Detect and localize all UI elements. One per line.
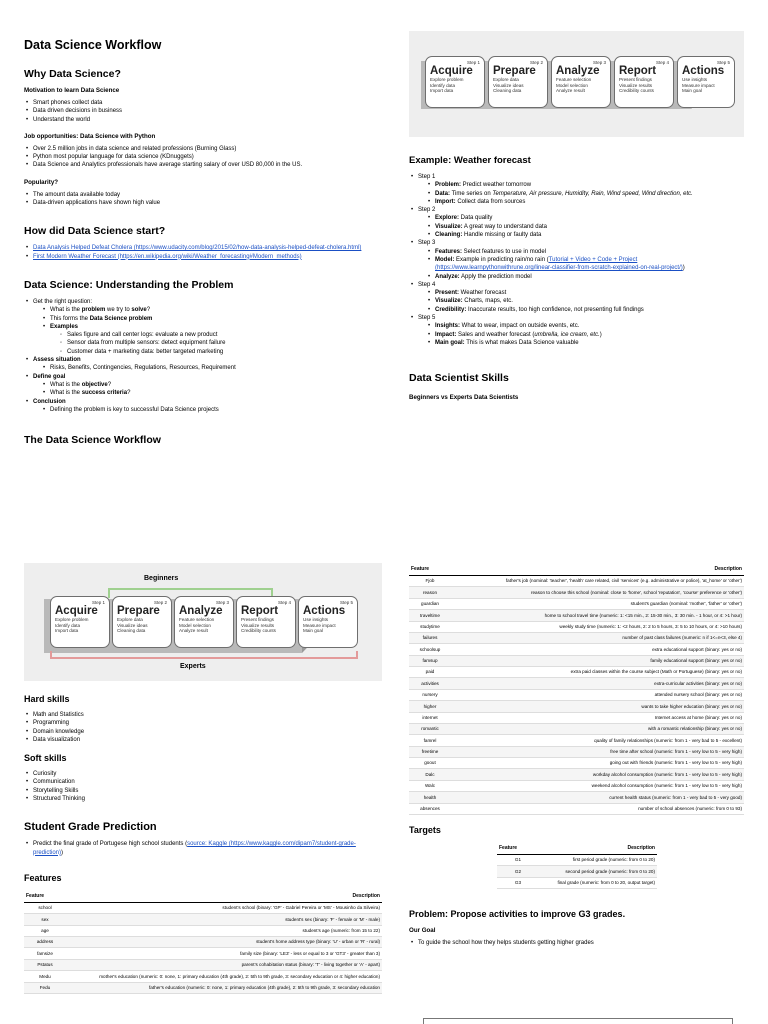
feature-cell: sex [24, 914, 66, 925]
list-item: • Assess situation • Risks, Benefits, Contingencies, Regulations, Resources, Requirement [24, 356, 382, 373]
table-row [24, 948, 382, 959]
feature-cell: address [24, 937, 66, 948]
table-row [24, 937, 382, 948]
feature-cell: famrel [409, 735, 451, 746]
table-row [24, 902, 382, 913]
table-row [24, 982, 382, 993]
popularity-heading: Popularity? [24, 178, 59, 186]
step-box-analyze: Step 3 Analyze Feature selection Model selection Analyze result [551, 56, 611, 108]
table-row [24, 971, 382, 982]
example-heading: Example: Weather forecast [409, 155, 531, 166]
list-item [24, 253, 382, 261]
table-row [409, 655, 744, 666]
goal-heading: Our Goal [409, 927, 436, 934]
list-item: • Data driven decisions in business [24, 107, 382, 115]
prediction-list [24, 840, 382, 857]
list-item: • What is the success criteria? [41, 389, 382, 397]
table-row [409, 598, 744, 609]
targets-table [497, 842, 657, 889]
table-row [409, 621, 744, 632]
description-cell: workday alcohol consumption (numeric: from 1 - very low to 5 - very high) [451, 769, 744, 780]
list-item: • Model: Example in predicting rain/no rain (Tutorial + Video + Code + Project (https://www.learnpythonwithrune.org/linear-classifier-from-scratch-explained-on-real-project/)) [426, 256, 744, 273]
list-item: • Import: Collect data from sources [426, 198, 744, 206]
feature-cell: reason [409, 587, 451, 598]
feature-cell: activities [409, 678, 451, 689]
description-cell: final grade (numeric: from 0 to 20, output target) [539, 877, 657, 888]
empty-code-cell[interactable] [423, 1018, 733, 1024]
list-item: • Defining the problem is key to successful Data Science projects [41, 406, 382, 414]
feature-cell: nursery [409, 689, 451, 700]
feature-cell: failures [409, 632, 451, 643]
feature-cell: Pstatus [24, 959, 66, 970]
skills-heading: Data Scientist Skills [409, 372, 509, 385]
table-row [409, 735, 744, 746]
list-item: • Get the right question: • What is the problem we try to solve? • This forms the Data Science problem • Examples ◦ Sales figure and call center logs: evaluate a new product ◦ Sensor data from multiple sensors: detect equipment failure ◦ Customer data + marketing data: better targeted marketing [24, 298, 382, 356]
col-feature: Feature [409, 563, 451, 576]
list-item: • Examples ◦ Sales figure and call center logs: evaluate a new product ◦ Sensor data from multiple sensors: detect equipment failure ◦ Customer data + marketing data: better targeted marketing [41, 323, 382, 356]
right-top-column [409, 31, 744, 406]
description-cell: extra-curricular activities (binary: yes or no) [451, 678, 744, 689]
feature-cell: schoolsup [409, 644, 451, 655]
description-cell: student's age (numeric: from 15 to 22) [66, 925, 382, 936]
description-cell: quality of family relationships (numeric: from 1 - very bad to 5 - excellent) [451, 735, 744, 746]
col-description: Description [66, 890, 382, 903]
description-cell: Internet access at home (binary: yes or no) [451, 712, 744, 723]
col-feature: Feature [24, 890, 66, 903]
feature-cell: G2 [497, 866, 539, 877]
list-item: • Data visualization [24, 736, 382, 744]
list-item: • Smart phones collect data [24, 99, 382, 107]
experts-bracket [50, 651, 358, 659]
description-cell: extra paid classes within the course subject (Math or Portuguese) (binary: yes or no) [451, 667, 744, 678]
list-item: • Data: Time series on Temperature, Air pressure, Humidity, Rain, Wind speed, Wind direction, etc. [426, 190, 744, 198]
tutorial-link[interactable]: Tutorial + Video + Code + Project (https://www.learnpythonwithrune.org/linear-classifier-from-scratch-explained-on-real-project/) [435, 256, 683, 272]
feature-cell: famsup [409, 655, 451, 666]
list-item: • Explore: Data quality [426, 214, 744, 222]
table-row [24, 959, 382, 970]
feature-cell: Fedu [24, 982, 66, 993]
table-row [409, 678, 744, 689]
list-item: • Visualize: Charts, maps, etc. [426, 297, 744, 305]
description-cell: number of school absences (numeric: from 0 to 93) [451, 803, 744, 814]
description-cell: current health status (numeric: from 1 - very bad to 5 - very good) [451, 792, 744, 803]
description-cell: free time after school (numeric: from 1 - very low to 5 - very high) [451, 746, 744, 757]
motivation-list [24, 99, 382, 124]
table-row [409, 712, 744, 723]
description-cell: with a romantic relationship (binary: yes or no) [451, 723, 744, 734]
feature-cell: guardian [409, 598, 451, 609]
kaggle-link[interactable]: source: Kaggle (https://www.kaggle.com/dipam7/student-grade-prediction) [33, 841, 356, 856]
start-heading: How did Data Science start? [24, 225, 166, 238]
feature-cell: freetime [409, 746, 451, 757]
why-heading: Why Data Science? [24, 68, 121, 80]
list-item: • What is the objective? [41, 381, 382, 389]
hard-skills-list [24, 711, 382, 744]
step-box-analyze: Step 3 Analyze Feature selection Model selection Analyze result [174, 596, 234, 648]
description-cell: father's job (nominal: 'teacher', 'health' care related, civil 'services' (e.g. administrative or police), 'at_home' or 'other') [451, 576, 744, 587]
list-item: • Insights: What to wear, impact on outside events, etc. [426, 322, 744, 330]
table-row [409, 746, 744, 757]
list-item: • Communication [24, 778, 382, 786]
table-row [409, 632, 744, 643]
table-row [24, 914, 382, 925]
table-row [409, 587, 744, 598]
list-item: • Data Science and Analytics professionals have average starting salary of over USD 80,000 in the US. [24, 161, 382, 169]
list-item: • Domain knowledge [24, 728, 382, 736]
right-bottom-column [409, 563, 744, 947]
feature-cell: higher [409, 701, 451, 712]
feature-cell: absences [409, 803, 451, 814]
description-cell: mother's education (numeric: 0: none, 1: primary education (4th grade), 2: 5th to 9th grade, 3: secondary education or 4: higher education) [66, 971, 382, 982]
feature-cell: internet [409, 712, 451, 723]
description-cell: father's education (numeric: 0: none, 1: primary education (4th grade), 2: 5th to 9th grade, 3: secondary education [66, 982, 382, 993]
list-item: • Conclusion • Defining the problem is key to successful Data Science projects [24, 398, 382, 415]
table-row [409, 701, 744, 712]
step-box-report: Step 4 Report Present findings Visualize results Credibility counts [236, 596, 296, 648]
description-cell: going out with friends (numeric: from 1 - very low to 5 - very high) [451, 758, 744, 769]
jobs-heading: Job opportunities: Data Science with Python [24, 132, 156, 140]
features-left-body [24, 902, 382, 993]
col-description: Description [451, 563, 744, 576]
features-right-body [409, 576, 744, 815]
description-cell: extra educational support (binary: yes or no) [451, 644, 744, 655]
understanding-heading: Data Science: Understanding the Problem [24, 278, 234, 291]
experts-label: Experts [180, 663, 206, 670]
list-item: • Step 4 • Present: Weather forecast • Visualize: Charts, maps, etc. • Credibility: Inaccurate results, too high confidence, not presenting full findings [409, 281, 744, 314]
list-item: • Predict the final grade of Portugese high school students (source: Kaggle (https://www.kaggle.com/dipam7/student-grade-prediction)) [24, 840, 382, 857]
soft-skills-heading: Soft skills [24, 753, 67, 764]
list-item: • Storytelling Skills [24, 787, 382, 795]
feature-cell: paid [409, 667, 451, 678]
feature-cell: goout [409, 758, 451, 769]
list-item: • Risks, Benefits, Contingencies, Regulations, Resources, Requirement [41, 364, 382, 372]
description-cell: weekend alcohol consumption (numeric: from 1 - very low to 5 - very high) [451, 780, 744, 791]
description-cell: student's school (binary: 'GP' - Gabriel Pereira or 'MS' - Mousinho da Silveira) [66, 902, 382, 913]
table-row [409, 758, 744, 769]
feature-cell: Dalc [409, 769, 451, 780]
description-cell: student's home address type (binary: 'U' - urban or 'R' - rural) [66, 937, 382, 948]
left-bottom-column [24, 563, 382, 994]
description-cell: number of past class failures (numeric: n if 1<=n<3, else 4) [451, 632, 744, 643]
list-item: • Curiosity [24, 770, 382, 778]
left-top-column [24, 38, 382, 453]
feature-cell: G1 [497, 854, 539, 865]
table-row [409, 576, 744, 587]
table-row [409, 689, 744, 700]
weather-link[interactable]: First Modern Weather Forecast (https://en.wikipedia.org/wiki/Weather_forecasting#Modern_methods) [33, 253, 302, 260]
list-item [24, 244, 382, 252]
beginners-label: Beginners [144, 575, 179, 582]
step-box-actions: Step 5 Actions Use insights Measure impact Main goal [298, 596, 358, 648]
list-item: • Cleaning: Handle missing or faulty data [426, 231, 744, 239]
feature-cell: studytime [409, 621, 451, 632]
list-item: • Step 5 • Insights: What to wear, impact on outside events, etc. • Impact: Sales and weather forecast (umbrella, ice cream, etc.) • Main goal: This is what makes Data Science valuable [409, 314, 744, 347]
list-item: • Python most popular language for data science (KDnuggets) [24, 153, 382, 161]
feature-cell: health [409, 792, 451, 803]
step-box-acquire: Step 1 Acquire Explore problem Identify data Import data [50, 596, 110, 648]
step-box-report: Step 4 Report Present findings Visualize results Credibility counts [614, 56, 674, 108]
description-cell: family size (binary: 'LE3' - less or equal to 3 or 'GT3' - greater than 3) [66, 948, 382, 959]
feature-cell: romantic [409, 723, 451, 734]
table-row [409, 610, 744, 621]
feature-cell: Fjob [409, 576, 451, 587]
list-item: • Math and Statistics [24, 711, 382, 719]
workflow-diagram-skills [24, 563, 382, 681]
step-box-prepare: Step 2 Prepare Explore data Visualize ideas Cleaning data [112, 596, 172, 648]
list-item: • Data-driven applications have shown high value [24, 199, 382, 207]
table-row [409, 644, 744, 655]
list-item: • Programming [24, 719, 382, 727]
list-item: • Present: Weather forecast [426, 289, 744, 297]
prediction-heading: Student Grade Prediction [24, 821, 157, 834]
feature-cell: age [24, 925, 66, 936]
list-item: • Step 2 • Explore: Data quality • Visualize: A great way to understand data • Cleaning: Handle missing or faulty data [409, 206, 744, 239]
list-item: • Features: Select features to use in model [426, 248, 744, 256]
description-cell: student's guardian (nominal: 'mother', 'father' or 'other') [451, 598, 744, 609]
description-cell: attended nursery school (binary: yes or no) [451, 689, 744, 700]
table-row [24, 925, 382, 936]
list-item: • Step 3 • Features: Select features to use in model • Model: Example in predicting rain/no rain (Tutorial + Video + Code + Project (https://www.learnpythonwithrune.org/linear-classifier-from-scratch-explained-on-real-project/)) • Analyze: Apply the prediction model [409, 239, 744, 280]
jobs-list [24, 145, 382, 170]
description-cell: parent's cohabitation status (binary: 'T' - living together or 'A' - apart) [66, 959, 382, 970]
workflow-diagram-top [409, 31, 744, 137]
list-item: • To guide the school how they helps students getting higher grades [409, 939, 744, 947]
list-item: • Structured Thinking [24, 795, 382, 803]
list-item: • What is the problem we try to solve? [41, 306, 382, 314]
understanding-list [24, 298, 382, 414]
targets-body [497, 854, 657, 888]
features-table-right [409, 563, 744, 815]
description-cell: family educational support (binary: yes or no) [451, 655, 744, 666]
list-item: • This forms the Data Science problem [41, 315, 382, 323]
page-title: Data Science Workflow [24, 38, 162, 52]
feature-cell: school [24, 902, 66, 913]
table-row [409, 667, 744, 678]
workflow-heading: The Data Science Workflow [24, 434, 161, 447]
feature-cell: G3 [497, 877, 539, 888]
list-item: • Define goal • What is the objective? • What is the success criteria? [24, 373, 382, 398]
description-cell: second period grade (numeric: from 0 to 20) [539, 866, 657, 877]
col-description: Description [539, 842, 657, 855]
description-cell: reason to choose this school (nominal: close to 'home', school 'reputation', 'course' preference or 'other') [451, 587, 744, 598]
cholera-link[interactable]: Data Analysis Helped Defeat Cholera (https://www.udacity.com/blog/2015/02/how-data-analysis-helped-defeat-cholera.html) [33, 245, 362, 252]
list-item: ◦ Sales figure and call center logs: evaluate a new product [58, 331, 382, 339]
step-box-acquire: Step 1 Acquire Explore problem Identify data Import data [425, 56, 485, 108]
soft-skills-list [24, 770, 382, 803]
description-cell: home to school travel time (numeric: 1: <15 min., 2: 15-30 min., 3: 30 min. - 1 hour, or 4: >1 hour) [451, 610, 744, 621]
list-item: • Analyze: Apply the prediction model [426, 273, 744, 281]
table-row [497, 877, 657, 888]
step-box-prepare: Step 2 Prepare Explore data Visualize ideas Cleaning data [488, 56, 548, 108]
motivation-heading: Motivation to learn Data Science [24, 87, 120, 94]
hard-skills-heading: Hard skills [24, 694, 70, 704]
table-row [409, 803, 744, 814]
step-box-actions: Step 5 Actions Use insights Measure impact Main goal [677, 56, 735, 108]
example-list [409, 173, 744, 347]
description-cell: first period grade (numeric: from 0 to 20) [539, 854, 657, 865]
table-row [409, 792, 744, 803]
list-item: • Over 2.5 million jobs in data science and related professions (Burning Glass) [24, 145, 382, 153]
feature-cell: Medu [24, 971, 66, 982]
table-row [409, 769, 744, 780]
table-row [409, 723, 744, 734]
targets-heading: Targets [409, 824, 441, 835]
table-row [497, 866, 657, 877]
description-cell: wants to take higher education (binary: yes or no) [451, 701, 744, 712]
list-item: ◦ Customer data + marketing data: better targeted marketing [58, 348, 382, 356]
list-item: • The amount data available today [24, 191, 382, 199]
feature-cell: Walc [409, 780, 451, 791]
features-heading: Features [24, 872, 62, 883]
list-item: • Credibility: Inaccurate results, too high confidence, not presenting full findings [426, 306, 744, 314]
feature-cell: traveltime [409, 610, 451, 621]
description-cell: weekly study time (numeric: 1: <2 hours, 2: 2 to 5 hours, 3: 5 to 10 hours, or 4: >10 hours) [451, 621, 744, 632]
list-item: • Main goal: This is what makes Data Science valuable [426, 339, 744, 347]
start-links [24, 244, 382, 261]
problem-heading: Problem: Propose activities to improve G3 grades. [409, 909, 626, 919]
description-cell: student's sex (binary: 'F' - female or 'M' - male) [66, 914, 382, 925]
goal-list [409, 939, 744, 947]
feature-cell: famsize [24, 948, 66, 959]
col-feature: Feature [497, 842, 539, 855]
list-item: • Problem: Predict weather tomorrow [426, 181, 744, 189]
list-item: ◦ Sensor data from multiple sensors: detect equipment failure [58, 339, 382, 347]
popularity-list [24, 191, 382, 208]
skills-subheading: Beginners vs Experts Data Scientists [409, 394, 519, 402]
table-row [497, 854, 657, 865]
features-table-left [24, 890, 382, 994]
list-item: • Visualize: A great way to understand data [426, 223, 744, 231]
list-item: • Step 1 • Problem: Predict weather tomorrow • Data: Time series on Temperature, Air pressure, Humidity, Rain, Wind speed, Wind direction, etc. • Import: Collect data from sources [409, 173, 744, 206]
list-item: • Understand the world [24, 116, 382, 124]
table-row [409, 780, 744, 791]
list-item: • Impact: Sales and weather forecast (umbrella, ice cream, etc.) [426, 331, 744, 339]
